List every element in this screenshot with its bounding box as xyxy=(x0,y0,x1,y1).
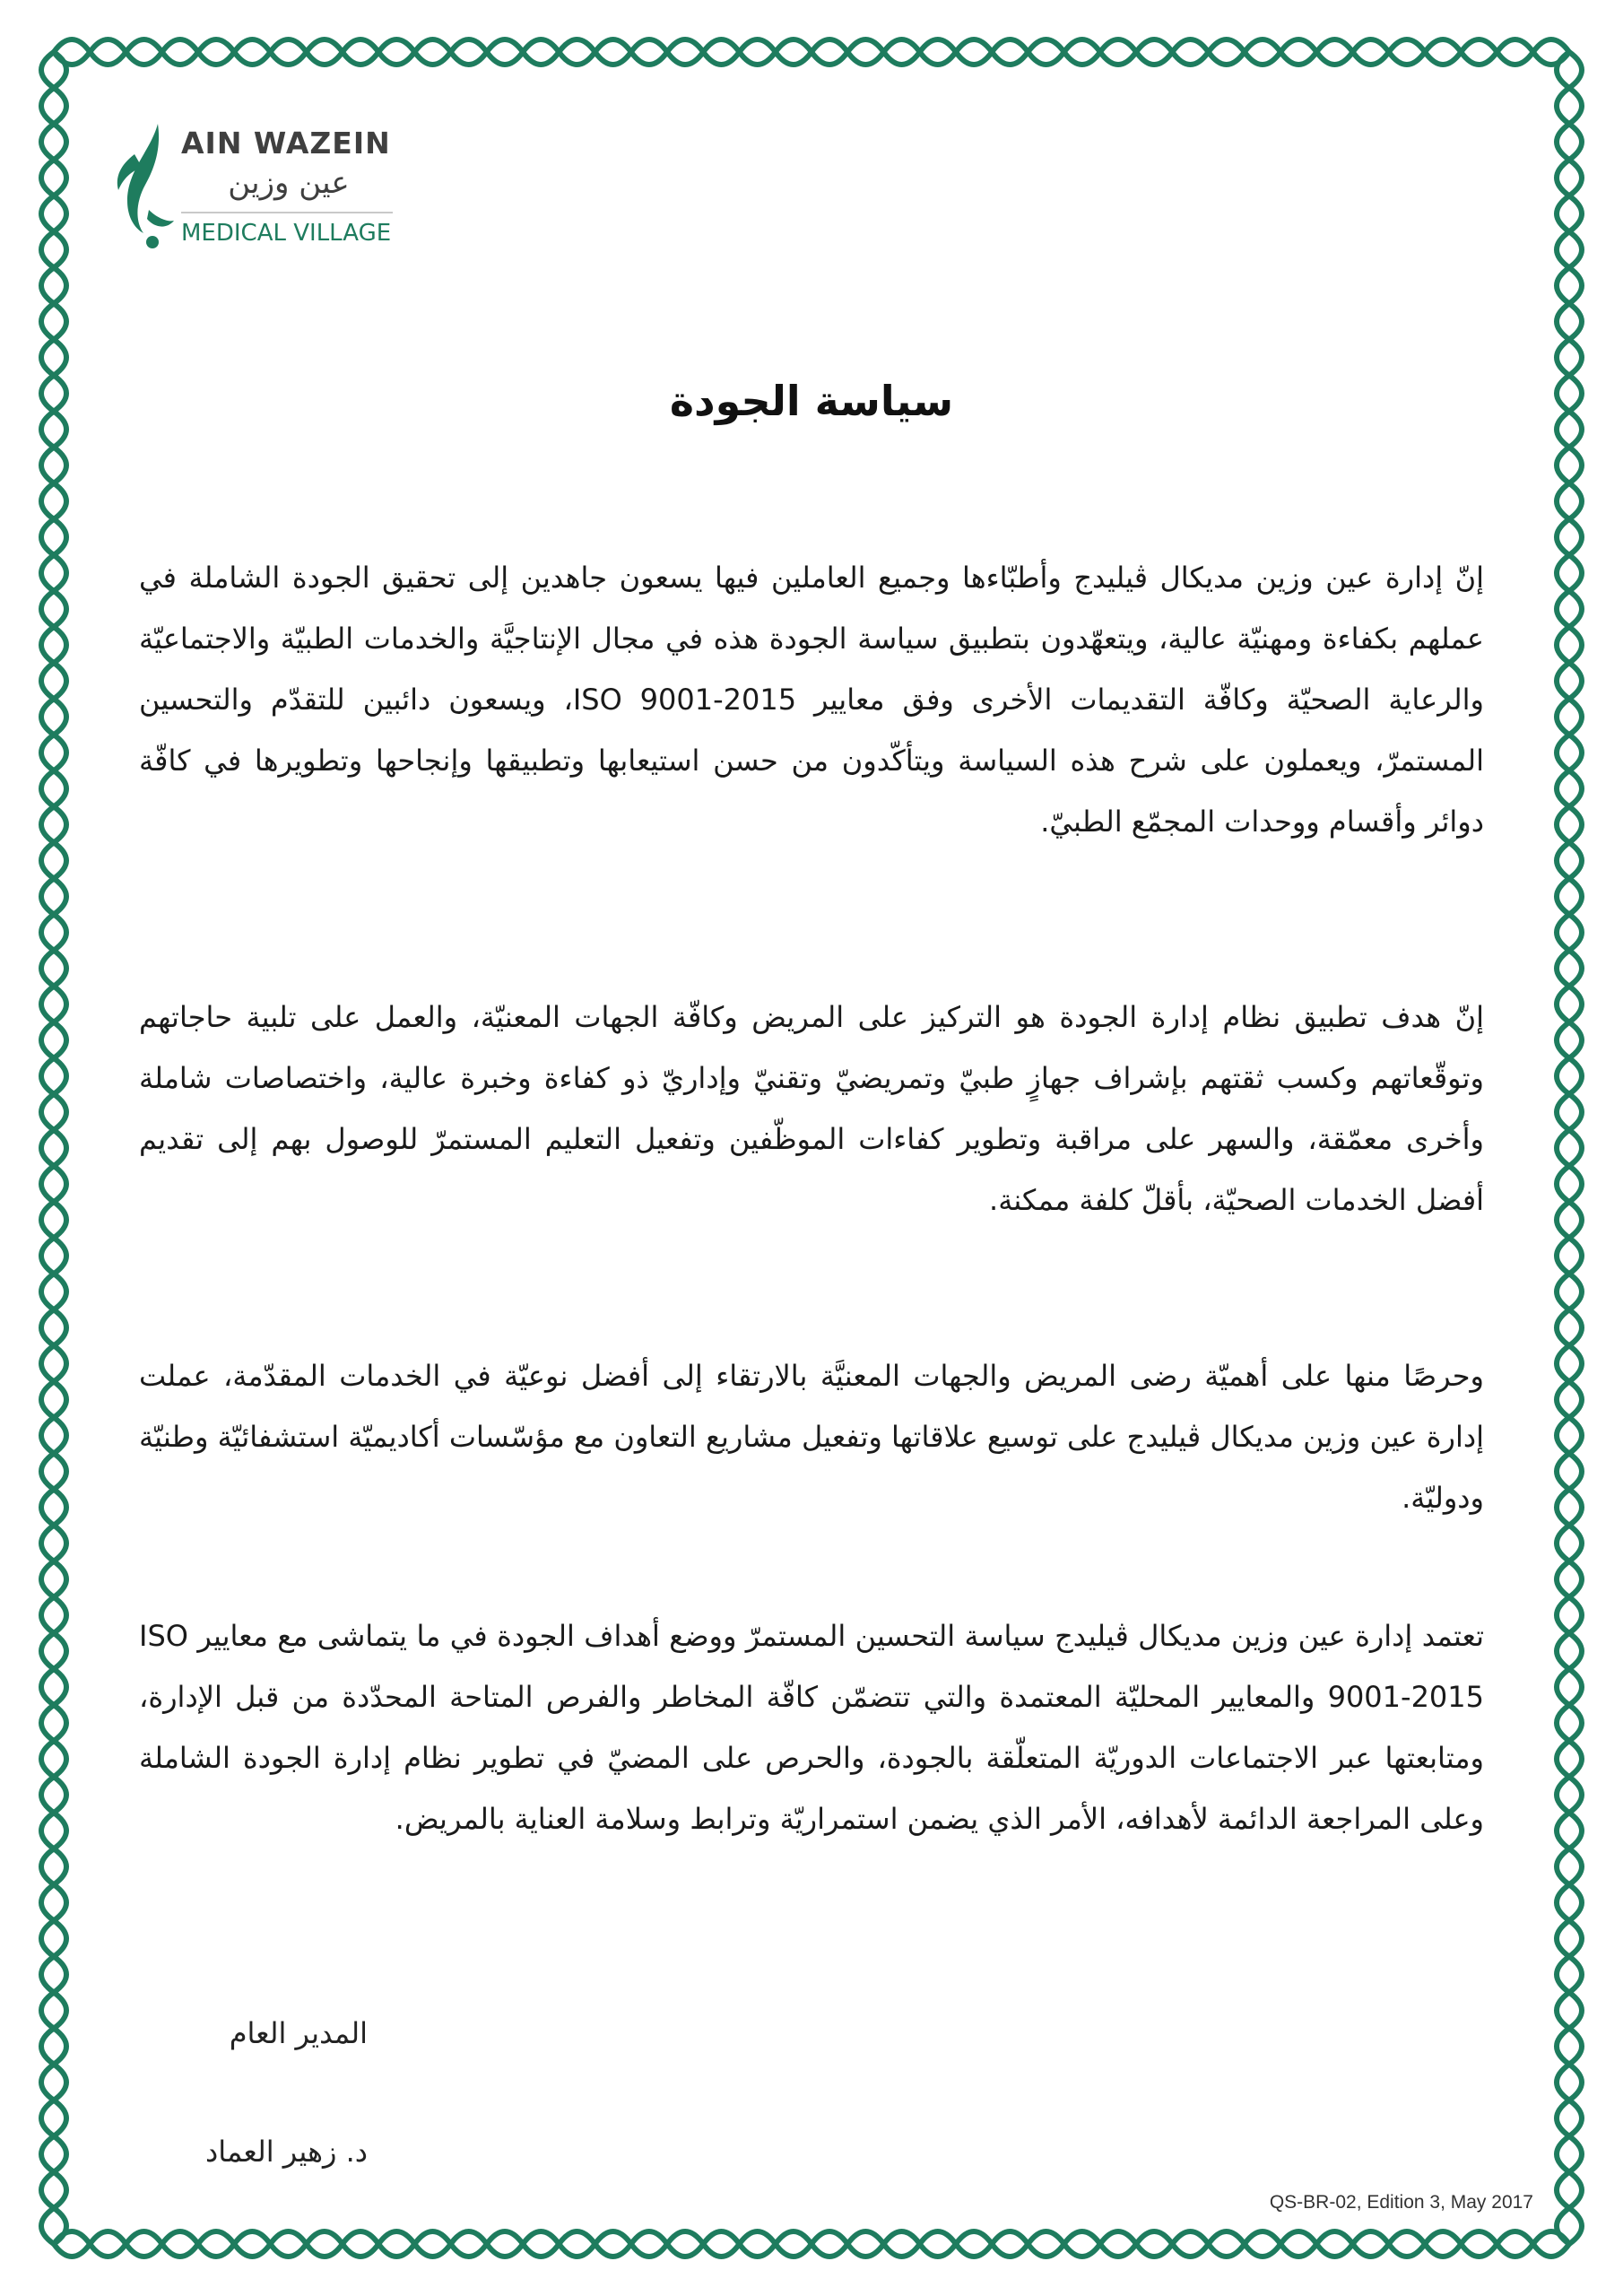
policy-paragraph-4: تعتمد إدارة عين وزين مديكال ڤيليدج سياسة التحسين المستمرّ ووضع أهداف الجودة في ما يتماشى مع معايير ISO 9001-2015 والمعايير المحليّة المعتمدة والتي تتضمّن كافّة المخاطر والفرص المتاحة المحدّدة من قبل الإدارة، ومتابعتها عبر الاجتماعات الدوريّة المتعلّقة بالجودة، والحرص على المضيّ في تطوير نظام إدارة الجودة الشاملة وعلى المراجعة الدائمة لأهدافه، الأمر الذي يضمن استمراريّة وترابط وسلامة العناية بالمريض. xyxy=(139,1619,1484,1836)
document-title: سياسة الجودة xyxy=(669,377,954,425)
policy-paragraph-2: إنّ هدف تطبيق نظام إدارة الجودة هو التركيز على المريض وكافّة الجهات المعنيّة، والعمل على تلبية حاجاتهم وتوقّعاتهم وكسب ثقتهم بإشراف جهازٍ طبيّ وتمريضيّ وتقنيّ وإداريّ ذو كفاءة وخبرة عالية، واختصاصات شاملة وأخرى معمّقة، والسهر على مراقبة وتطوير كفاءات الموظّفين وتفعيل التعليم المستمرّ للوصول بهم إلى تقديم أفضل الخدمات الصحيّة، بأقلّ كلفة ممكنة. xyxy=(139,1000,1484,1217)
policy-paragraph-1: إنّ إدارة عين وزين مديكال ڤيليدج وأطبّاءها وجميع العاملين فيها يسعون جاهدين إلى تحقيق الجودة الشاملة في عملهم بكفاءة ومهنيّة عالية، ويتعهّدون بتطبيق سياسة الجودة هذه في مجال الإنتاجيَّة والخدمات الطبيّة والاجتماعيّة والرعاية الصحيّة وكافّة التقديمات الأخرى وفق معايير ISO 9001-2015، ويسعون دائبين للتقدّم والتحسين المستمرّ، ويعملون على شرح هذه السياسة ويتأكّدون من حسن استيعابها وتطبيقها وإنجاحها وتطويرها في كافّة دوائر وأقسام ووحدات المجمّع الطبيّ. xyxy=(139,561,1484,839)
signature-title: المدير العام xyxy=(229,2016,368,2050)
brand-name-arabic: عين وزين xyxy=(228,165,350,201)
leaf-logo-icon xyxy=(115,124,178,249)
document-reference: QS-BR-02, Edition 3, May 2017 xyxy=(1269,2192,1533,2213)
brand-logo xyxy=(115,115,402,258)
brand-name-english: AIN WAZEIN xyxy=(181,126,391,161)
policy-paragraph-3: وحرصًا منها على أهميّة رضى المريض والجهات المعنيَّة بالارتقاء إلى أفضل نوعيّة في الخدمات المقدّمة، عملت إدارة عين وزين مديكال ڤيليدج على توسيع علاقاتها وتفعيل مشاريع التعاون مع مؤسّسات أكاديميّة استشفائيّة وطنيّة ودوليّة. xyxy=(139,1359,1484,1515)
signature-name: د. زهير العماد xyxy=(205,2135,368,2169)
brand-subtitle: MEDICAL VILLAGE xyxy=(181,220,392,247)
logo-divider xyxy=(181,212,393,213)
